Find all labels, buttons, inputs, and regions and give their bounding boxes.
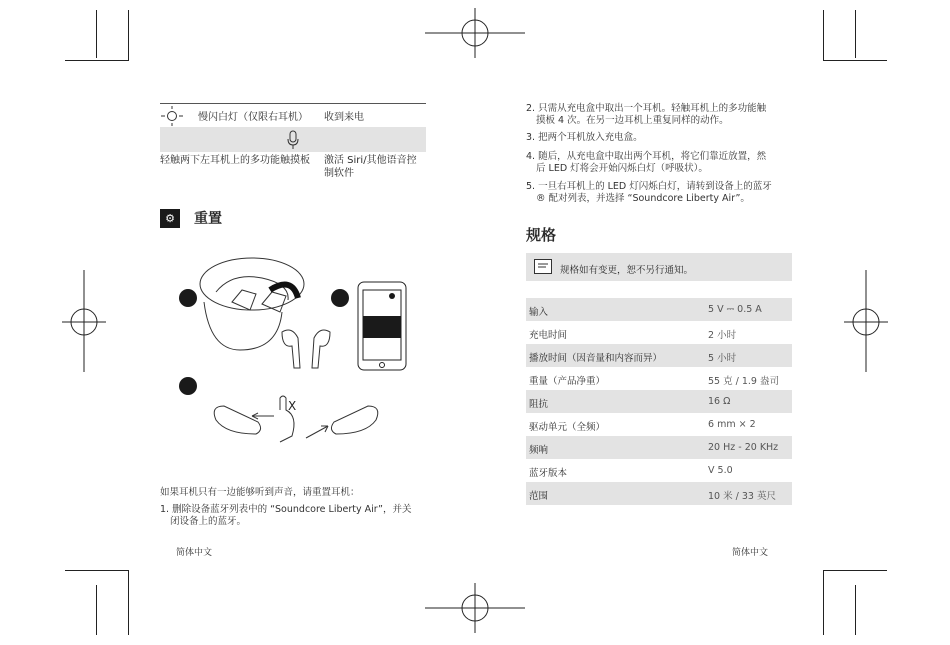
phone-bluetooth-screen	[358, 282, 406, 370]
step-3-badge	[179, 377, 197, 395]
light-blink-icon	[160, 106, 184, 126]
spec-value: 6 mm × 2	[708, 419, 756, 430]
table-top-rule	[160, 103, 426, 104]
result-line-1: 激活 Siri/其他语音控	[324, 155, 417, 166]
spec-row	[526, 459, 792, 482]
microphone-icon	[286, 130, 300, 150]
indicator-light-text: 慢闪白灯（仅限右耳机）	[198, 112, 308, 123]
reset-illustration	[170, 250, 420, 455]
voice-assistant-header	[160, 127, 426, 152]
spec-key: 蓝牙版本	[529, 468, 568, 479]
spec-row	[526, 436, 792, 459]
reset-step-4	[526, 151, 766, 175]
step-4-line-2: 后 LED 灯将会开始闪烁白灯（呼吸状）。	[536, 163, 708, 174]
spec-note-text: 规格如有变更，恕不另行通知。	[560, 265, 694, 276]
step-5-line-1: 5. 一旦右耳机上的 LED 灯闪烁白灯，请转到设备上的蓝牙	[526, 181, 772, 192]
spec-value: 20 Hz - 20 KHz	[708, 442, 779, 453]
reset-title: 重置	[194, 211, 222, 227]
step-2-line-1: 2. 只需从充电盒中取出一个耳机。轻触耳机上的多功能触	[526, 103, 767, 114]
spec-row	[526, 413, 792, 436]
gesture-text: 轻触两下左耳机上的多功能触摸板	[160, 155, 310, 166]
spec-key: 充电时间	[529, 330, 568, 341]
spec-value: 16 Ω	[708, 396, 731, 407]
spec-row	[526, 298, 792, 321]
step-5-line-2: ® 配对列表，并选择 “Soundcore Liberty Air”。	[536, 193, 750, 204]
spec-row	[526, 367, 792, 390]
step-4-line-1: 4. 随后，从充电盒中取出两个耳机，将它们靠近放置，然	[526, 151, 767, 162]
spec-row	[526, 390, 792, 413]
earbuds	[282, 330, 330, 368]
step-1-line-1: 1. 删除设备蓝牙列表中的 “Soundcore Liberty Air”，并关	[160, 504, 412, 515]
reset-step-3: 3. 把两个耳机放入充电盒。	[526, 132, 643, 143]
indicator-row	[160, 106, 426, 126]
step-1-badge	[179, 289, 197, 307]
reset-step-5	[526, 181, 772, 205]
left-footer: 简体中文	[176, 548, 213, 558]
rotate-arrow	[270, 285, 298, 298]
spec-row	[526, 344, 792, 367]
svg-text:X: X	[288, 399, 297, 413]
spec-title: 规格	[526, 226, 557, 244]
gears-icon: ⚙	[160, 209, 180, 228]
step-2-line-2: 摸板 4 次。在另一边耳机上重复同样的动作。	[536, 115, 729, 126]
spec-value: 2 小时	[708, 330, 737, 341]
spec-key: 播放时间（因音量和内容而异）	[529, 353, 663, 364]
spec-value: V 5.0	[708, 465, 733, 476]
spec-row	[526, 321, 792, 344]
note-icon	[534, 259, 552, 274]
spec-key: 频响	[529, 445, 549, 456]
spec-value: 10 米 / 33 英尺	[708, 491, 776, 502]
spec-key: 阻抗	[529, 399, 549, 410]
reset-step-2	[526, 103, 766, 127]
step-1-line-2: 闭设备上的蓝牙。	[170, 516, 247, 527]
spec-value: 5 V ⎓ 0.5 A	[708, 304, 762, 315]
spec-key: 驱动单元（全频）	[529, 422, 606, 433]
spec-row	[526, 482, 792, 505]
step-2-badge	[331, 289, 349, 307]
result-text	[324, 154, 428, 180]
spec-key: 重量（产品净重）	[529, 376, 606, 387]
result-line-2: 制软件	[324, 168, 354, 179]
right-footer: 简体中文	[732, 548, 769, 558]
reset-step-1	[160, 504, 411, 528]
reset-intro: 如果耳机只有一边能够听到声音，请重置耳机：	[160, 487, 360, 498]
spec-key: 范围	[529, 491, 549, 502]
spec-note	[526, 253, 792, 281]
indicator-status-text: 收到来电	[324, 112, 364, 123]
spec-key: 输入	[529, 307, 549, 318]
charging-case	[200, 258, 304, 350]
spec-value: 55 克 / 1.9 盎司	[708, 376, 779, 387]
spec-value: 5 小时	[708, 353, 737, 364]
